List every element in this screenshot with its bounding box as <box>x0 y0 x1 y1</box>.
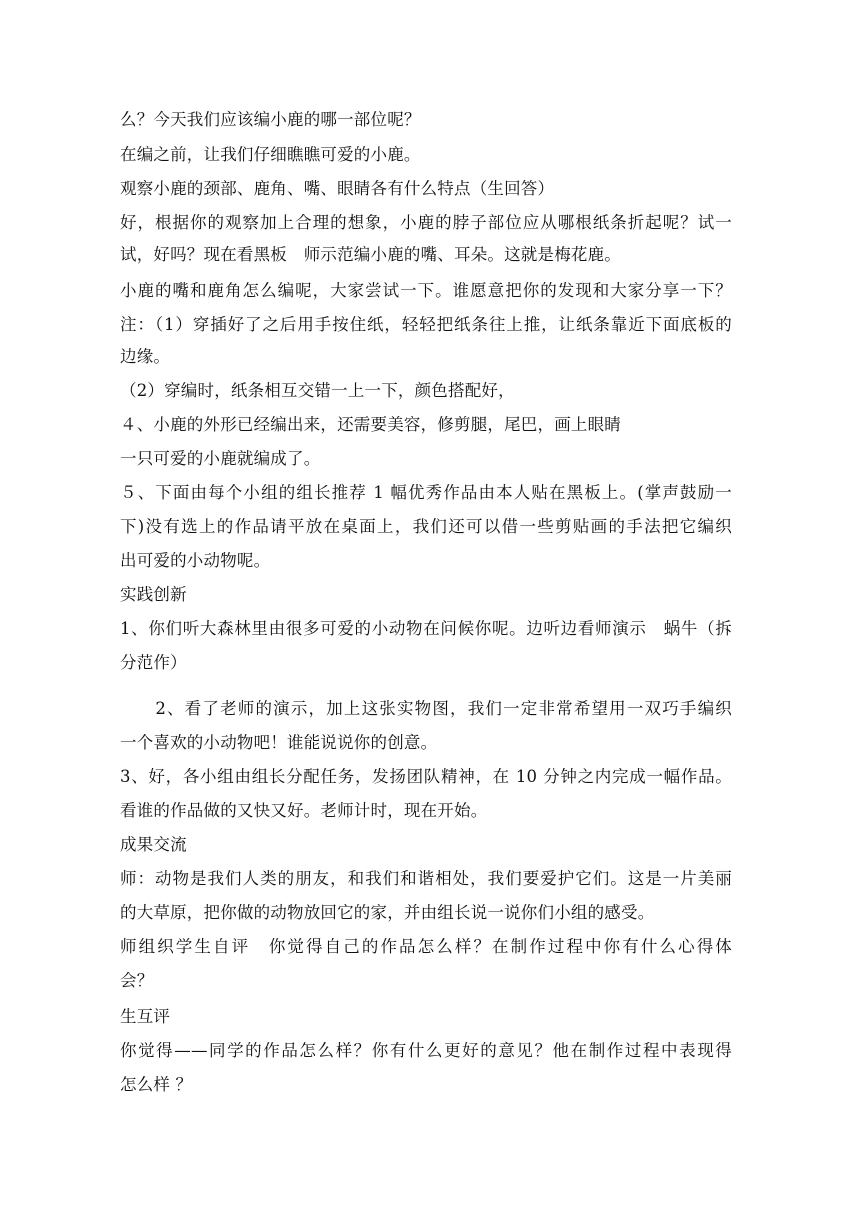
text-line: 会？ <box>120 971 154 990</box>
text-line: 看谁的作品做的又快又好。老师计时，现在开始。 <box>120 801 488 820</box>
text-line: 一个喜欢的小动物吧！谁能说说你的创意。 <box>120 733 438 752</box>
text-line: 出可爱的小动物呢。 <box>120 551 271 570</box>
text-line: ５、下面由每个小组的组长推荐 1 幅优秀作品由本人贴在黑板上。(掌声鼓励一 <box>120 483 732 502</box>
text-line: 好，根据你的观察加上合理的想象，小鹿的脖子部位应从哪根纸条折起呢？试一 <box>120 213 732 232</box>
text-line: 怎么样 ？ <box>120 1075 193 1094</box>
text-line: 在编之前，让我们仔细瞧瞧可爱的小鹿。 <box>120 145 421 164</box>
text-line: 边缘。 <box>120 347 171 366</box>
text-line: 小鹿的嘴和鹿角怎么编呢，大家尝试一下。谁愿意把你的发现和大家分享一下？ <box>120 281 732 300</box>
section-heading: 生互评 <box>120 1007 171 1026</box>
text-line: 试，好吗？现在看黑板 师示范编小鹿的嘴、耳朵。这就是梅花鹿。 <box>120 245 621 264</box>
text-line: 一只可爱的小鹿就编成了。 <box>120 449 321 468</box>
text-line: 注：（1）穿插好了之后用手按住纸，轻轻把纸条往上推，让纸条靠近下面底板的 <box>120 315 732 334</box>
text-line: 的大草原，把你做的动物放回它的家，并由组长说一说你们小组的感受。 <box>120 903 655 922</box>
text-line: 你觉得——同学的作品怎么样？你有什么更好的意见？他在制作过程中表现得 <box>120 1041 732 1060</box>
text-line: 2、看了老师的演示，加上这张实物图，我们一定非常希望用一双巧手编织 <box>120 699 732 718</box>
section-heading: 成果交流 <box>120 835 187 854</box>
text-line: 师：动物是我们人类的朋友，和我们和谐相处，我们要爱护它们。这是一片美丽 <box>120 869 732 888</box>
text-line: 师组织学生自评 你觉得自己的作品怎么样？在制作过程中你有什么心得体 <box>120 937 732 956</box>
text-line: 观察小鹿的颈部、鹿角、嘴、眼睛各有什么特点（生回答） <box>120 179 555 198</box>
text-line: 分范作） <box>120 653 187 672</box>
text-line: ４、小鹿的外形已经编出来，还需要美容，修剪腿，尾巴，画上眼睛 <box>120 415 621 434</box>
text-line: 1、你们听大森林里由很多可爱的小动物在问候你呢。边听边看师演示 蜗牛（拆 <box>120 619 732 638</box>
text-line: 下)没有选上的作品请平放在桌面上，我们还可以借一些剪贴画的手法把它编织 <box>120 517 732 536</box>
text-line: 3、好，各小组由组长分配任务，发扬团队精神，在 10 分钟之内完成一幅作品。 <box>120 767 732 786</box>
section-heading: 实践创新 <box>120 585 187 604</box>
text-line: 么？今天我们应该编小鹿的哪一部位呢？ <box>120 110 421 129</box>
text-line: （2）穿编时，纸条相互交错一上一下，颜色搭配好， <box>120 381 515 400</box>
